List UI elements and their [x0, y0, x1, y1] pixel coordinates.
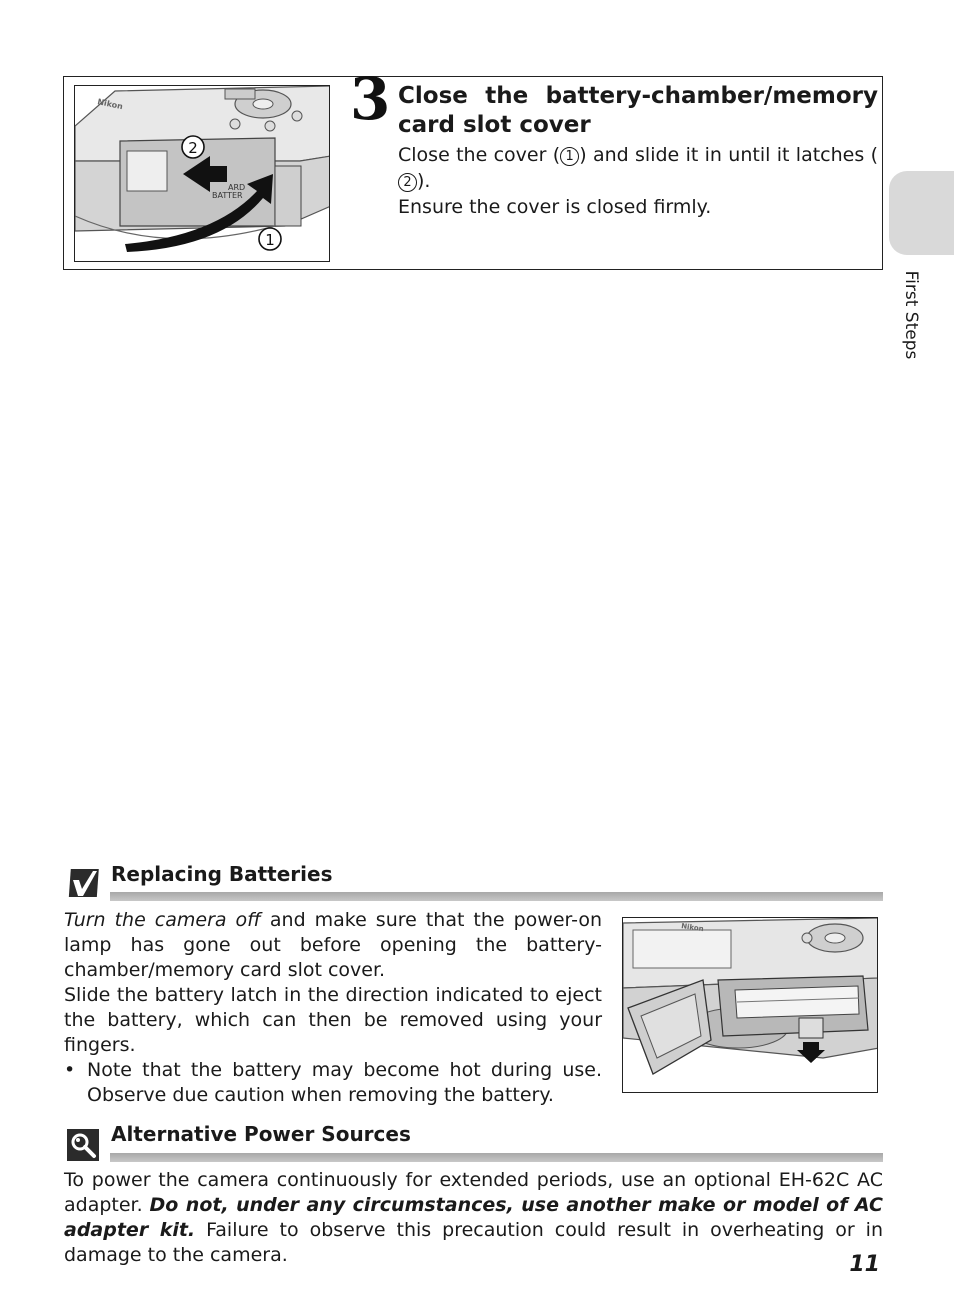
marker-2: 2 [398, 173, 417, 192]
replacing-p1 [64, 908, 602, 983]
camera-cover-illustration [74, 85, 330, 262]
alternative-paragraph [64, 1168, 883, 1268]
section-rule-2 [110, 1153, 883, 1162]
callout-2: 2 [188, 139, 198, 157]
replacing-p1-rest: and make sure that the power-on lamp has gone out before opening the battery-chamber/memory card slot cover. [64, 909, 603, 981]
battery-eject-drawing [623, 918, 878, 1093]
marker-1: 1 [560, 147, 579, 166]
step-instructions [398, 142, 878, 220]
section-rule [110, 892, 883, 901]
step-number: 3 [350, 65, 391, 133]
replacing-batteries-body [64, 908, 602, 1108]
magnifier-note-icon [66, 1128, 100, 1162]
batt-illus-brand: Nikon [680, 922, 705, 934]
chapter-tab [889, 171, 954, 255]
replacing-p2: Slide the battery latch in the direction indicated to eject the battery, which can then be removed using your fingers. [64, 984, 602, 1056]
bullet-text: Note that the battery may become hot during use. Observe due caution when removing the battery. [87, 1059, 602, 1106]
alternative-power-body [64, 1168, 883, 1268]
chapter-tab-label: First Steps [901, 270, 921, 360]
replacing-bullet [64, 1058, 602, 1108]
alternative-power-title: Alternative Power Sources [111, 1122, 411, 1146]
camera-cover-drawing [75, 86, 330, 262]
step-line-1 [398, 142, 878, 194]
step-line-1-part-a: Close the cover ( [398, 144, 561, 166]
replacing-batteries-title: Replacing Batteries [111, 862, 333, 886]
illus-brand: Nikon [96, 97, 124, 112]
step-line-1-part-b: ) and slide it in until it latches ( [579, 144, 878, 166]
alternative-p-start: To power the camera continuously for extended periods, use an optional EH-62C AC adapter. [64, 1169, 883, 1216]
callout-1: 1 [265, 231, 275, 249]
step-line-1-part-c: ). [417, 170, 431, 192]
bullet-mark: • [64, 1059, 76, 1081]
page-number: 11 [849, 1252, 880, 1277]
alternative-p-end: Failure to observe this precaution could result in overheating or in damage to the camera. [64, 1219, 883, 1266]
replacing-p1-emphasis: Turn the camera off [64, 909, 261, 931]
step-title: Close the battery-chamber/memory card slot cover [398, 83, 878, 138]
battery-eject-illustration [622, 917, 878, 1093]
illus-card-label: ARD [228, 183, 246, 192]
step-line-2: Ensure the cover is closed firmly. [398, 196, 712, 218]
alternative-warning: Do not, under any circumstances, use another make or model of AC adapter kit. [64, 1194, 883, 1241]
checkmark-icon [66, 866, 100, 900]
illus-battery-label: BATTER [212, 191, 243, 200]
